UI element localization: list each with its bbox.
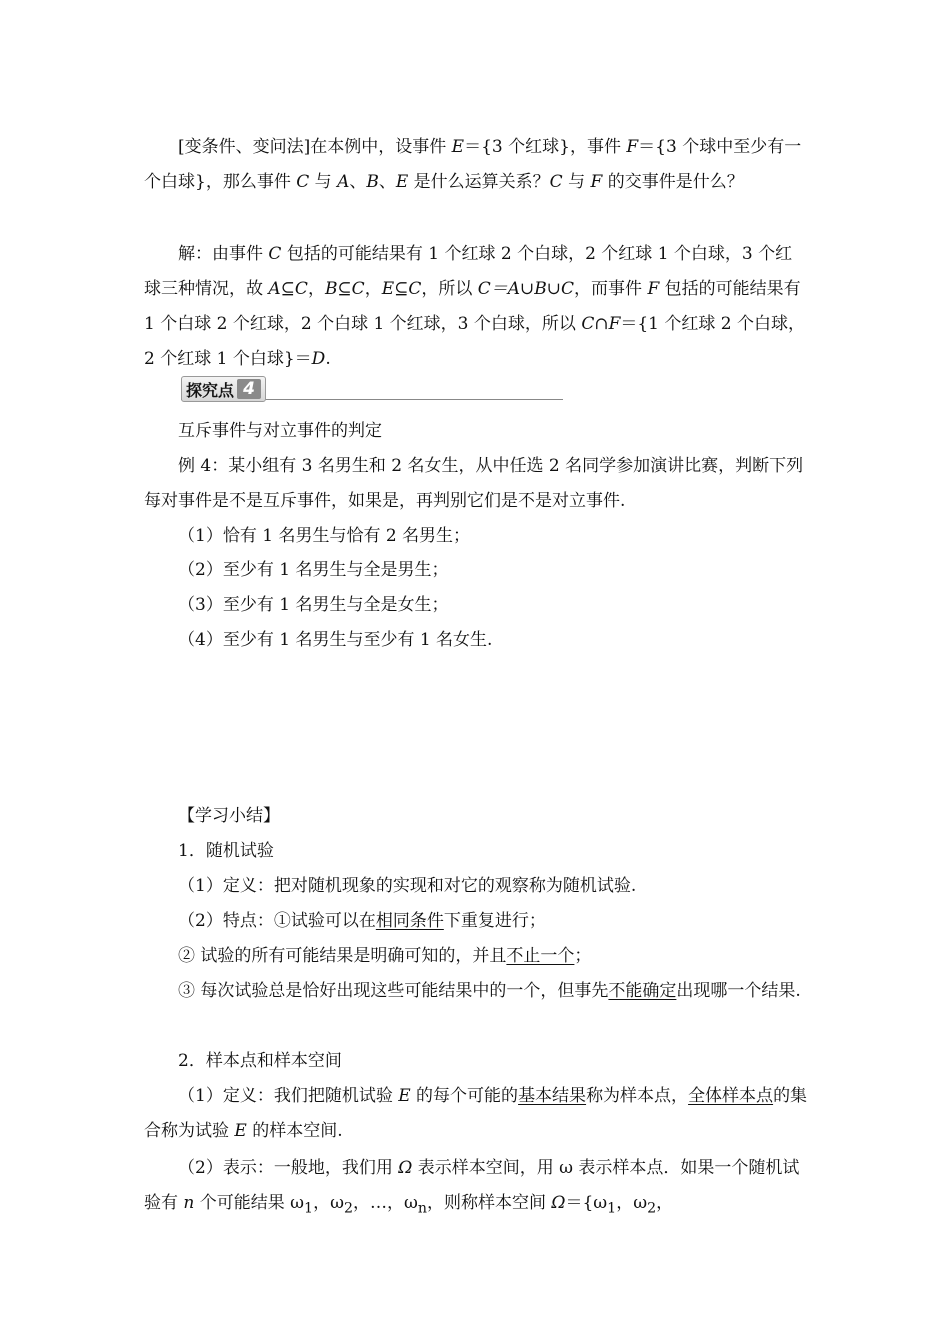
text: . [325, 349, 331, 369]
math-var: n [183, 1193, 195, 1213]
math-var: F [590, 172, 603, 192]
text: 的样本空间. [246, 1121, 343, 1141]
text: 表示样本空间，用 ω 表示样本点．如果一个随机试验有 [144, 1158, 800, 1213]
example-item-2: （2）至少有 1 名男生与全是男生； [178, 560, 449, 580]
math-var: E [395, 172, 409, 192]
text: （2）表示：一般地，我们用 [178, 1158, 399, 1178]
math-var: ω [330, 1193, 344, 1213]
text: 与 [309, 172, 338, 192]
text: 与 [562, 172, 591, 192]
topic-title: 互斥事件与对立事件的判定 [178, 421, 382, 441]
text: ，所以 [421, 279, 478, 299]
example-item-4: （4）至少有 1 名男生与至少有 1 名女生. [178, 630, 493, 650]
math-var: E [398, 1086, 411, 1106]
variant-question [144, 130, 808, 200]
text: ② 试验的所有可能结果是明确可知的，并且 [178, 946, 507, 966]
summary-def2 [144, 1079, 808, 1149]
math-var: ω [403, 1193, 418, 1213]
text: （1）定义：我们把随机试验 [178, 1086, 399, 1106]
text: 称为样本点， [586, 1086, 689, 1106]
math-expr: B⊆C [324, 279, 365, 299]
text: 是什么运算关系？ [408, 172, 550, 192]
summary-heading: 【学习小结】 [178, 806, 280, 826]
summary-feature-1 [144, 904, 808, 939]
text: ，则称样本空间 [426, 1193, 552, 1213]
text: ，…， [352, 1193, 404, 1213]
underlined-answer: 全体样本点 [688, 1086, 774, 1106]
math-var: ω [593, 1193, 608, 1213]
section-tag-box [181, 376, 266, 402]
section-tag-label: 探究点 [186, 380, 235, 400]
text: 、 [378, 172, 396, 192]
text: 的集合称为试验 [144, 1086, 808, 1141]
text: [变条件、变问法]在本例中，设事件 [178, 137, 452, 157]
math-var: D [311, 349, 326, 369]
summary-h1: 1．随机试验 [178, 841, 274, 861]
text: ， [307, 279, 325, 299]
text: ； [574, 946, 592, 966]
section-tag-number: 4 [237, 379, 261, 399]
math-expr: A⊆C [268, 279, 308, 299]
text: ＝{1 个红球 2 个白球，2 个红球 1 个白球}＝ [144, 314, 806, 369]
summary-feature-3 [144, 974, 808, 1009]
math-var: C [268, 244, 282, 264]
math-var: B [366, 172, 379, 192]
math-expr: E⊆C [381, 279, 422, 299]
text: ， [616, 1193, 634, 1213]
variant-solution [144, 237, 808, 377]
text: ， [364, 279, 382, 299]
underlined-answer: 基本结果 [518, 1086, 587, 1106]
math-var: ω [633, 1193, 648, 1213]
math-var: F [626, 137, 639, 157]
section-tag [181, 374, 563, 402]
summary-representation [144, 1151, 808, 1226]
text: ③ 每次试验总是恰好出现这些可能结果中的一个，但事先 [178, 981, 609, 1001]
text: ，而事件 [574, 279, 648, 299]
example-text: 例 4：某小组有 3 名男生和 2 名女生，从中任选 2 名同学参加演讲比赛，判断下列每对事件是不是互斥事件，如果是，再判别它们是不是对立事件. [144, 456, 804, 511]
example-item-3: （3）至少有 1 名男生与全是女生； [178, 595, 449, 615]
math-var: E [451, 137, 465, 157]
text: 的每个可能的 [410, 1086, 519, 1106]
text: ＝{3 个红球}，事件 [464, 137, 627, 157]
summary-def1: （1）定义：把对随机现象的实现和对它的观察称为随机试验. [178, 876, 637, 896]
math-expr: C∩F [581, 314, 621, 334]
math-var: F [647, 279, 660, 299]
math-expr: C＝A∪B∪C [477, 279, 575, 299]
example-item-1: （1）恰有 1 名男生与恰有 2 名男生； [178, 526, 471, 546]
subscript: 2 [647, 1200, 657, 1217]
text: ， [313, 1193, 331, 1213]
underlined-answer: 不止一个 [506, 946, 575, 966]
subscript: 2 [343, 1200, 353, 1217]
math-var: C [296, 172, 310, 192]
summary-feature-2 [144, 939, 808, 974]
underlined-answer: 相同条件 [375, 911, 444, 931]
math-var: C [549, 172, 563, 192]
text: ＝{ [565, 1193, 594, 1213]
text: （2）特点：①试验可以在 [178, 911, 376, 931]
text: ， [656, 1193, 674, 1213]
math-var: ω [290, 1193, 305, 1213]
text: 的交事件是什么？ [602, 172, 744, 192]
math-var: A [337, 172, 350, 192]
summary-h2: 2．样本点和样本空间 [178, 1051, 342, 1071]
text: 、 [349, 172, 367, 192]
math-var: E [234, 1121, 247, 1141]
subscript: n [417, 1200, 427, 1217]
text: 下重复进行； [443, 911, 546, 931]
math-var: Ω [398, 1158, 413, 1178]
text: ＝{3 个球中至少有一个白球}，那么事件 [144, 137, 802, 192]
text: 包括的可能结果有 1 个白球 2 个红球，2 个白球 1 个红球，3 个白球，所以 [144, 279, 801, 334]
text: 解：由事件 [178, 244, 269, 264]
subscript: 1 [304, 1200, 314, 1217]
text: 包括的可能结果有 1 个红球 2 个白球，2 个红球 1 个白球，3 个红球三种情况，故 [144, 244, 793, 299]
text: 出现哪一个结果. [676, 981, 801, 1001]
subscript: 1 [607, 1200, 617, 1217]
text: 个可能结果 [194, 1193, 291, 1213]
math-var: Ω [551, 1193, 566, 1213]
underlined-answer: 不能确定 [608, 981, 677, 1001]
